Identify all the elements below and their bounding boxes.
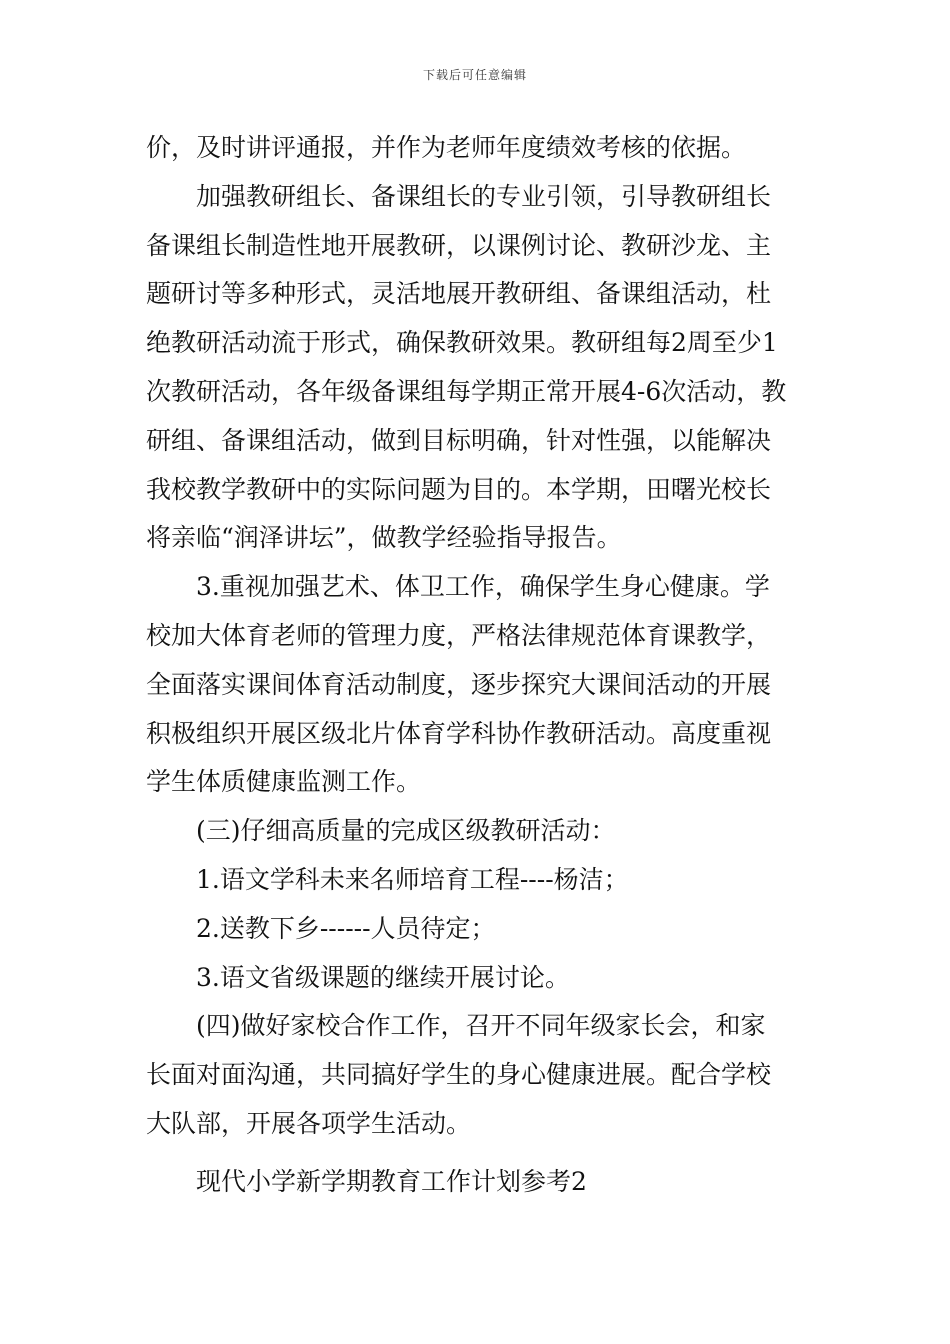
list-item: 2.送教下乡------人员待定；	[196, 913, 496, 943]
paragraph-line: 积极组织开展区级北片体育学科协作教研活动。高度重视	[146, 718, 772, 748]
paragraph-line: (三)仔细高质量的完成区级教研活动：	[196, 816, 616, 846]
paragraph-line: 题研讨等多种形式，灵活地展开教研组、备课组活动，杜	[146, 279, 772, 309]
paragraph-line: 绝教研活动流于形式，确保教研效果。教研组每2周至少1	[146, 328, 778, 358]
list-item: 3.语文省级课题的继续开展讨论。	[196, 962, 570, 992]
paragraph-line: 价，及时讲评通报，并作为老师年度绩效考核的依据。	[146, 133, 747, 162]
paragraph-line: 加强教研组长、备课组长的专业引领，引导教研组长	[196, 181, 772, 211]
paragraph-line: 我校教学教研中的实际问题为目的。本学期，田曙光校长	[146, 474, 772, 504]
list-item: 1.语文学科未来名师培育工程----杨洁；	[196, 864, 629, 894]
page-header: 下载后可任意编辑	[422, 68, 527, 82]
paragraph-line: 将亲临“润泽讲坛”，做教学经验指导报告。	[146, 523, 622, 553]
paragraph-line: 研组、备课组活动，做到目标明确，针对性强，以能解决	[146, 425, 772, 455]
paragraph-line: 校加大体育老师的管理力度，严格法律规范体育课教学，	[146, 620, 772, 650]
paragraph-line: 次教研活动，各年级备课组每学期正常开展4-6次活动，教	[146, 376, 787, 406]
paragraph-line: (四)做好家校合作工作，召开不同年级家长会，和家	[196, 1011, 766, 1041]
paragraph-line: 学生体质健康监测工作。	[146, 767, 422, 797]
section-title: 现代小学新学期教育工作计划参考2	[196, 1166, 587, 1196]
paragraph-line: 备课组长制造性地开展教研，以课例讨论、教研沙龙、主	[146, 230, 772, 260]
paragraph-line: 大队部，开展各项学生活动。	[146, 1108, 472, 1138]
paragraph-line: 长面对面沟通，共同搞好学生的身心健康进展。配合学校	[146, 1060, 772, 1090]
document-body	[146, 124, 810, 1207]
paragraph-line: 3.重视加强艺术、体卫工作，确保学生身心健康。学	[196, 572, 770, 602]
paragraph-line: 全面落实课间体育活动制度，逐步探究大课间活动的开展	[146, 669, 772, 699]
